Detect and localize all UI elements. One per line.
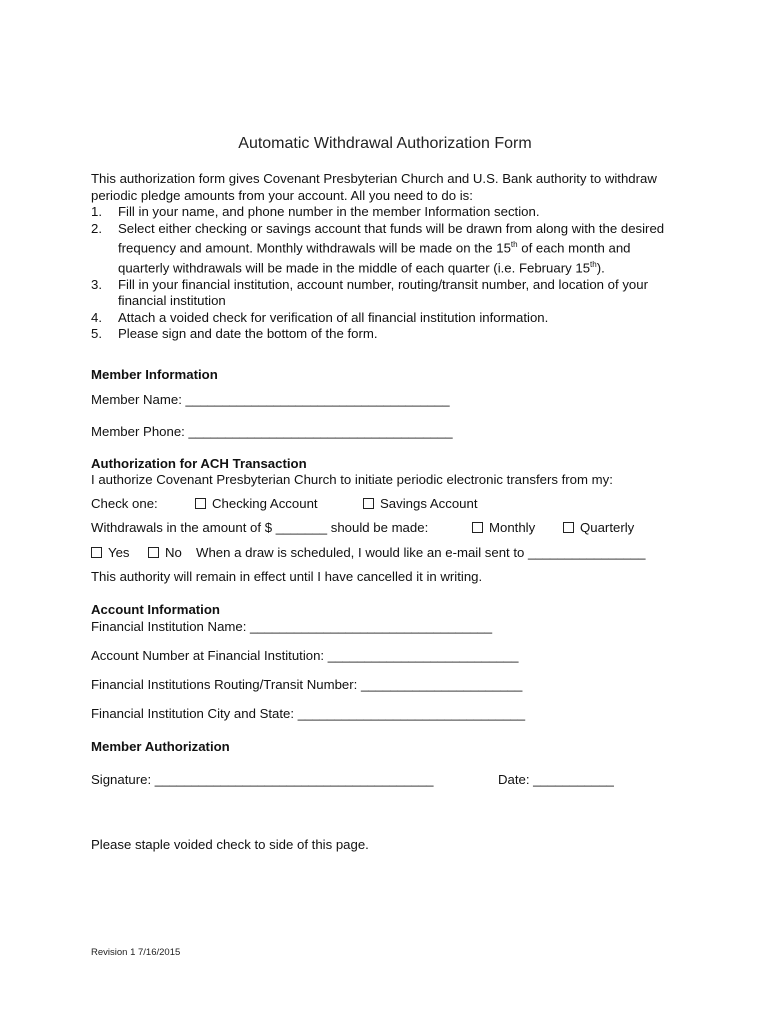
routing-number-field[interactable]: Financial Institutions Routing/Transit Number: ______________________ <box>91 677 523 692</box>
quarterly-option[interactable] <box>563 520 634 535</box>
step-text: Fill in your financial institution, account number, routing/transit number, and location of your financial institution <box>118 276 648 309</box>
ordinal-suffix: th <box>590 259 597 269</box>
ach-heading: Authorization for ACH Transaction <box>91 456 307 471</box>
signature-field[interactable]: Signature: ______________________________________ <box>91 772 434 787</box>
email-yes-option[interactable] <box>91 545 130 560</box>
authority-text: This authority will remain in effect until I have cancelled it in writing. <box>91 569 483 584</box>
step-number: 3. <box>91 276 102 292</box>
instruction-step-3 <box>91 277 681 310</box>
email-no-option[interactable] <box>148 545 182 560</box>
checkbox-icon[interactable] <box>363 498 374 509</box>
withdrawal-amount-field[interactable]: Withdrawals in the amount of $ _______ should be made: <box>91 520 429 535</box>
checkbox-icon[interactable] <box>148 547 159 558</box>
ordinal-suffix: th <box>510 240 518 249</box>
check-one-label: Check one: <box>91 496 158 511</box>
checkbox-icon[interactable] <box>563 522 574 533</box>
form-title: Automatic Withdrawal Authorization Form <box>238 135 532 152</box>
account-info-heading: Account Information <box>91 602 220 617</box>
step-text: Select either checking or savings account that funds will be drawn from along with the desired frequency and amount. Monthly withdrawals will be made on the 15 <box>118 220 665 256</box>
step-number: 2. <box>91 220 102 236</box>
savings-account-label: Savings Account <box>380 496 478 511</box>
staple-note: Please staple voided check to side of this page. <box>91 837 369 852</box>
instruction-step-5 <box>91 326 681 343</box>
no-label: No <box>165 545 182 560</box>
intro-paragraph: This authorization form gives Covenant Presbyterian Church and U.S. Bank authority to withdraw periodic pledge amounts from your account. All you need to do is: <box>91 171 657 203</box>
member-authorization-heading: Member Authorization <box>91 739 230 754</box>
step-number: 4. <box>91 309 102 325</box>
instruction-list <box>91 204 681 343</box>
checkbox-icon[interactable] <box>91 547 102 558</box>
checking-account-label: Checking Account <box>212 496 318 511</box>
member-name-field[interactable]: Member Name: ____________________________________ <box>91 392 450 407</box>
ach-authorize-text: I authorize Covenant Presbyterian Church to initiate periodic electronic transfers from my: <box>91 472 613 487</box>
institution-name-field[interactable]: Financial Institution Name: _________________________________ <box>91 619 493 634</box>
monthly-option[interactable] <box>472 520 535 535</box>
instruction-step-1 <box>91 204 681 221</box>
member-phone-field[interactable]: Member Phone: ____________________________________ <box>91 424 453 439</box>
step-number: 5. <box>91 326 102 342</box>
member-info-heading: Member Information <box>91 367 218 382</box>
step-text: Please sign and date the bottom of the form. <box>118 326 378 342</box>
email-field[interactable]: When a draw is scheduled, I would like an e-mail sent to ________________ <box>196 545 646 560</box>
date-field[interactable]: Date: ___________ <box>498 772 614 787</box>
step-number: 1. <box>91 204 102 219</box>
step-text: of each month and quarterly withdrawals will be made in the middle of each quarter (i.e. February 15 <box>118 240 631 276</box>
savings-account-option[interactable] <box>363 496 478 511</box>
step-text: Fill in your name, and phone number in the member Information section. <box>118 204 540 219</box>
city-state-field[interactable]: Financial Institution City and State: _______________________________ <box>91 706 526 721</box>
monthly-label: Monthly <box>489 520 536 535</box>
step-text: ). <box>596 260 605 276</box>
checking-account-option[interactable] <box>195 496 318 511</box>
revision-footer: Revision 1 7/16/2015 <box>91 947 181 958</box>
checkbox-icon[interactable] <box>472 522 483 533</box>
step-text: Attach a voided check for verification of all financial institution information. <box>118 309 549 325</box>
account-number-field[interactable]: Account Number at Financial Institution: __________________________ <box>91 648 519 663</box>
yes-label: Yes <box>108 545 130 560</box>
instruction-step-2 <box>91 221 681 277</box>
instruction-step-4 <box>91 310 681 327</box>
checkbox-icon[interactable] <box>195 498 206 509</box>
quarterly-label: Quarterly <box>580 520 635 535</box>
